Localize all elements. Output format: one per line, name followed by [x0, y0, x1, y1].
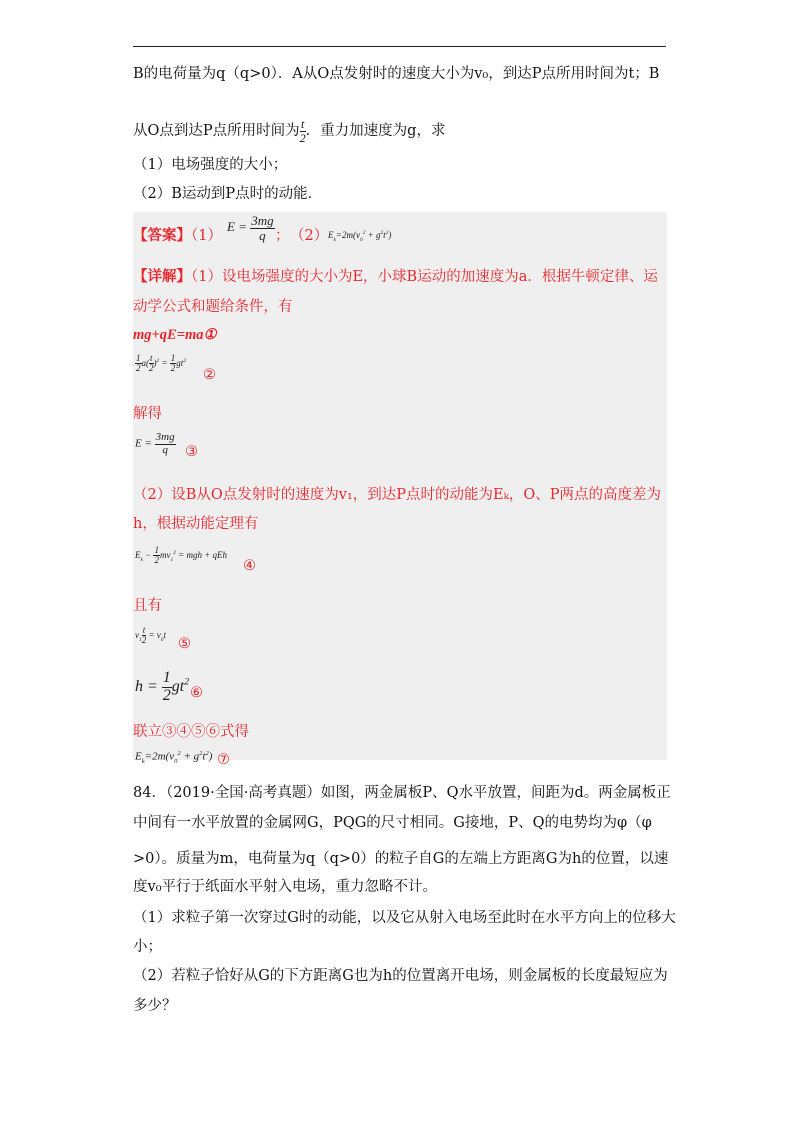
detail-label: 【详解】 — [133, 268, 191, 285]
mark-6: ⑥ — [190, 685, 203, 701]
time-half-fraction: $\frac{t}{2}$ — [299, 117, 306, 145]
combine-label: 联立③④⑤⑥式得 — [133, 724, 249, 740]
answer-formula-E: E = $\frac{3mg}{q}$ — [227, 213, 274, 243]
solve-label: 解得 — [133, 406, 162, 422]
mark-4: ④ — [243, 558, 256, 574]
equation-5-formula: $v_1$ $\frac{t}{2}$ = $v_0t$ — [135, 625, 167, 646]
answer-part2: （2） — [290, 228, 329, 244]
answer-line — [133, 226, 222, 246]
mark-7: ⑦ — [217, 752, 230, 768]
question-line-2-suffix: ．重力加速度为g，求 — [305, 123, 446, 140]
q84-line-5: （1）求粒子第一次穿过G时的动能，以及它从射入电场至此时在水平方向上的位移大 — [133, 910, 676, 926]
q84-line-7: （2）若粒子恰好从G的下方距离G也为h的位置离开电场，则金属板的长度最短应为 — [133, 968, 668, 984]
question-line-2-prefix: 从O点到达P点所用时间为 — [133, 123, 300, 140]
mark-2: ② — [203, 367, 216, 383]
mark-5: ⑤ — [178, 636, 191, 652]
mark-3: ③ — [185, 444, 198, 460]
equation-6-formula: h = $\frac{1}{2}$ $gt^2$ — [135, 669, 190, 704]
detail-line-1: 【详解】（1）设电场强度的大小为E，小球B运动的加速度为a．根据牛顿定律、运 — [133, 268, 658, 285]
q84-line-3: >0）。质量为m，电荷量为q（q>0）的粒子自G的左端上方距离G为h的位置，以速 — [133, 851, 669, 867]
equation-3-formula: E = $\frac{3mg}{q}$ — [135, 431, 175, 456]
q84-line-6: 小； — [133, 939, 162, 955]
equation-2-formula: $\frac{1}{2}$ a( $\frac{t}{2}$ )$^2$ = $\frac{1}{2}$ $gt^2$ — [136, 353, 187, 374]
q84-line-2: 中间有一水平放置的金属网G，PQG的尺寸相同。G接地，P、Q的电势均为φ（φ — [133, 815, 652, 831]
sub-question-2: （2）B运动到P点时的动能． — [133, 186, 323, 202]
equation-7-formula: $E_k=2m(v_0^2 + g^2t^2)$ — [135, 750, 213, 765]
question-line-2 — [133, 118, 445, 144]
detail-line-3: （2）设B从O点发射时的速度为v₁，到达P点时的动能为Eₖ，O、P两点的高度差为 — [133, 487, 662, 503]
answer-formula-Ek: $E_k=2m(v_0^2 + g^2t^2)$ — [328, 230, 392, 243]
q84-line-4: 度v₀平行于纸面水平射入电场，重力忽略不计。 — [133, 879, 438, 895]
equation-4-formula: $E_k$ − $\frac{1}{2}$ $mv_1^2$ = mgh + qEh — [135, 545, 228, 566]
q84-line-1: 84．（2019·全国·高考真题）如图，两金属板P、Q水平放置，间距为d。两金属板正 — [133, 785, 671, 801]
answer-label: 【答案】 — [133, 227, 191, 244]
also-label: 且有 — [133, 598, 162, 614]
header-rule — [133, 46, 666, 47]
q84-line-8: 多少？ — [133, 998, 177, 1014]
equation-1: mg+qE=ma① — [133, 327, 217, 343]
detail-line-4: h，根据动能定理有 — [133, 516, 259, 532]
answer-sep: ； — [275, 228, 290, 244]
detail-line-2: 动学公式和题给条件，有 — [133, 299, 293, 315]
answer-part1: （1） — [191, 228, 222, 244]
question-line-1: B的电荷量为q（q>0）．A从O点发射时的速度大小为v₀，到达P点所用时间为t；B — [133, 66, 660, 82]
sub-question-1: （1）电场强度的大小； — [133, 157, 288, 173]
